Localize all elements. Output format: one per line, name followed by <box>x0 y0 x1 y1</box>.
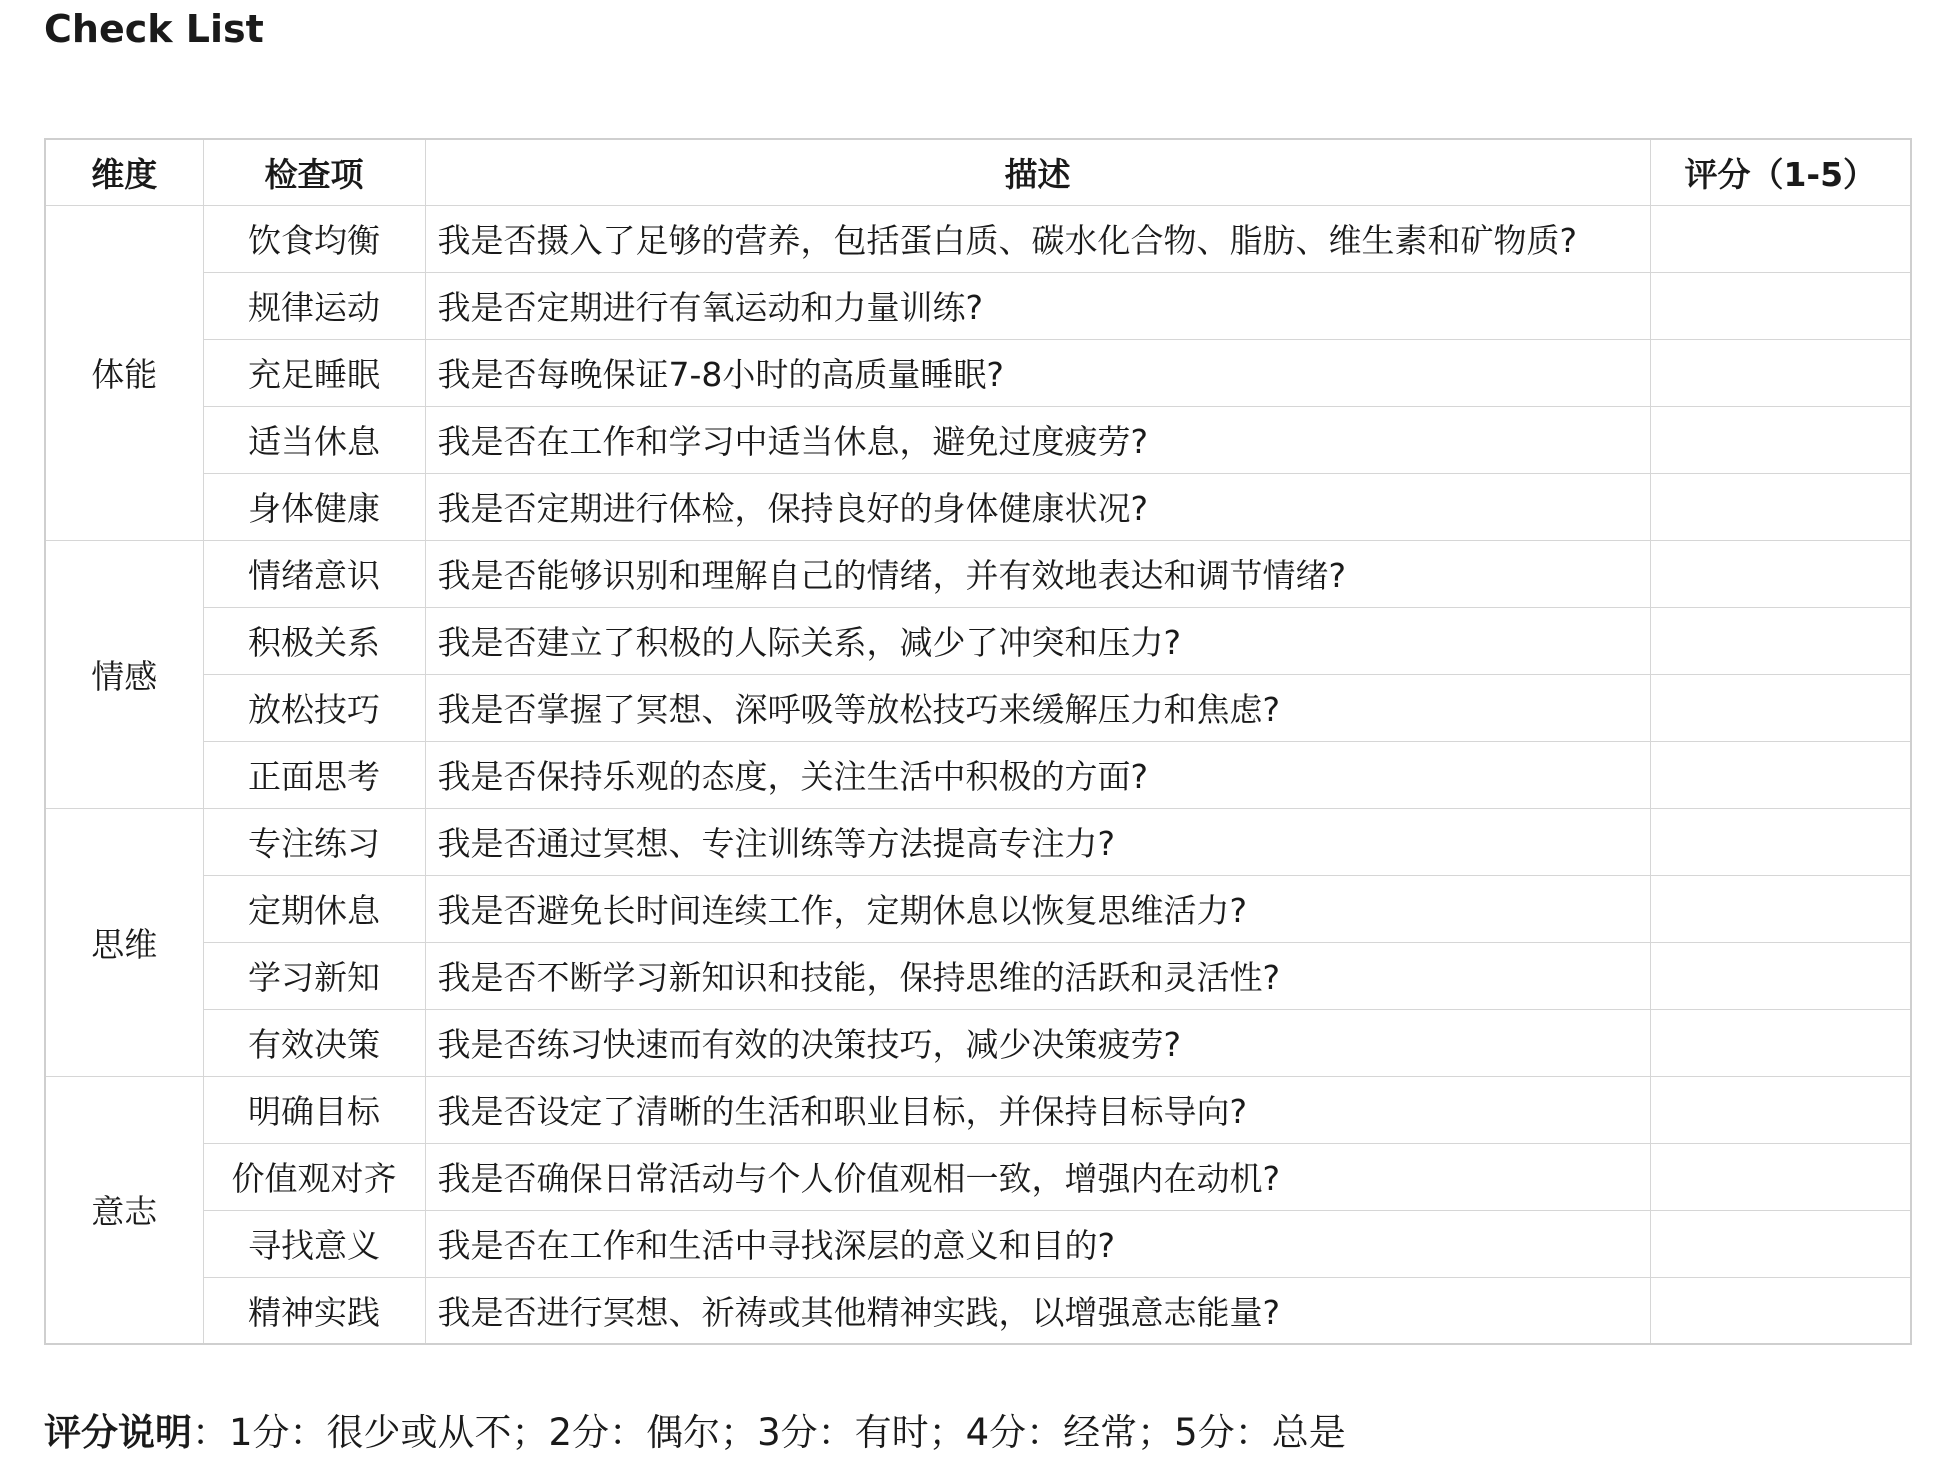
score-cell[interactable] <box>1650 1076 1911 1143</box>
description-cell: 我是否在工作和生活中寻找深层的意义和目的? <box>425 1210 1650 1277</box>
table-row <box>45 473 1911 540</box>
score-cell[interactable] <box>1650 473 1911 540</box>
score-cell[interactable] <box>1650 942 1911 1009</box>
scoring-note-label: 评分说明 <box>44 1411 192 1454</box>
description-cell: 我是否避免长时间连续工作，定期休息以恢复思维活力? <box>425 875 1650 942</box>
check-item-cell: 正面思考 <box>203 741 425 808</box>
header-dimension: 维度 <box>45 139 203 205</box>
description-cell: 我是否每晚保证7-8小时的高质量睡眠? <box>425 339 1650 406</box>
description-cell: 我是否建立了积极的人际关系，减少了冲突和压力? <box>425 607 1650 674</box>
table-row <box>45 272 1911 339</box>
table-row <box>45 1009 1911 1076</box>
score-cell[interactable] <box>1650 808 1911 875</box>
check-item-cell: 放松技巧 <box>203 674 425 741</box>
check-item-cell: 寻找意义 <box>203 1210 425 1277</box>
score-cell[interactable] <box>1650 205 1911 272</box>
score-cell[interactable] <box>1650 272 1911 339</box>
score-cell[interactable] <box>1650 875 1911 942</box>
check-item-cell: 充足睡眠 <box>203 339 425 406</box>
score-cell[interactable] <box>1650 674 1911 741</box>
score-cell[interactable] <box>1650 607 1911 674</box>
table-row <box>45 540 1911 607</box>
score-cell[interactable] <box>1650 406 1911 473</box>
check-item-cell: 定期休息 <box>203 875 425 942</box>
header-check-item: 检查项 <box>203 139 425 205</box>
table-row <box>45 674 1911 741</box>
table-row <box>45 205 1911 272</box>
description-cell: 我是否通过冥想、专注训练等方法提高专注力? <box>425 808 1650 875</box>
check-item-cell: 饮食均衡 <box>203 205 425 272</box>
description-cell: 我是否摄入了足够的营养，包括蛋白质、碳水化合物、脂肪、维生素和矿物质? <box>425 205 1650 272</box>
table-row <box>45 875 1911 942</box>
score-cell[interactable] <box>1650 540 1911 607</box>
table-row <box>45 339 1911 406</box>
check-item-cell: 学习新知 <box>203 942 425 1009</box>
check-item-cell: 明确目标 <box>203 1076 425 1143</box>
description-cell: 我是否确保日常活动与个人价值观相一致，增强内在动机? <box>425 1143 1650 1210</box>
check-item-cell: 价值观对齐 <box>203 1143 425 1210</box>
checklist-table <box>44 138 1912 1345</box>
dimension-cell: 思维 <box>45 808 203 1076</box>
check-item-cell: 适当休息 <box>203 406 425 473</box>
table-header-row <box>45 139 1911 205</box>
table-row <box>45 607 1911 674</box>
header-score: 评分（1-5） <box>1650 139 1911 205</box>
check-item-cell: 专注练习 <box>203 808 425 875</box>
description-cell: 我是否掌握了冥想、深呼吸等放松技巧来缓解压力和焦虑? <box>425 674 1650 741</box>
table-row <box>45 741 1911 808</box>
description-cell: 我是否练习快速而有效的决策技巧，减少决策疲劳? <box>425 1009 1650 1076</box>
check-item-cell: 身体健康 <box>203 473 425 540</box>
description-cell: 我是否不断学习新知识和技能，保持思维的活跃和灵活性? <box>425 942 1650 1009</box>
description-cell: 我是否设定了清晰的生活和职业目标，并保持目标导向? <box>425 1076 1650 1143</box>
check-item-cell: 积极关系 <box>203 607 425 674</box>
check-item-cell: 规律运动 <box>203 272 425 339</box>
table-row <box>45 942 1911 1009</box>
table-row <box>45 1277 1911 1344</box>
table-row <box>45 1210 1911 1277</box>
description-cell: 我是否进行冥想、祈祷或其他精神实践，以增强意志能量? <box>425 1277 1650 1344</box>
score-cell[interactable] <box>1650 339 1911 406</box>
check-item-cell: 精神实践 <box>203 1277 425 1344</box>
description-cell: 我是否定期进行体检，保持良好的身体健康状况? <box>425 473 1650 540</box>
score-cell[interactable] <box>1650 1009 1911 1076</box>
description-cell: 我是否定期进行有氧运动和力量训练? <box>425 272 1650 339</box>
scoring-note <box>44 1410 1346 1456</box>
table-row <box>45 406 1911 473</box>
table-row <box>45 1076 1911 1143</box>
table-body <box>45 205 1911 1344</box>
score-cell[interactable] <box>1650 741 1911 808</box>
scoring-note-text: ：1分：很少或从不；2分：偶尔；3分：有时；4分：经常；5分：总是 <box>192 1411 1346 1454</box>
table-row <box>45 808 1911 875</box>
description-cell: 我是否保持乐观的态度，关注生活中积极的方面? <box>425 741 1650 808</box>
page-title: Check List <box>44 7 264 51</box>
check-item-cell: 有效决策 <box>203 1009 425 1076</box>
score-cell[interactable] <box>1650 1210 1911 1277</box>
description-cell: 我是否能够识别和理解自己的情绪，并有效地表达和调节情绪? <box>425 540 1650 607</box>
header-description: 描述 <box>425 139 1650 205</box>
check-item-cell: 情绪意识 <box>203 540 425 607</box>
table-row <box>45 1143 1911 1210</box>
score-cell[interactable] <box>1650 1143 1911 1210</box>
score-cell[interactable] <box>1650 1277 1911 1344</box>
dimension-cell: 情感 <box>45 540 203 808</box>
dimension-cell: 体能 <box>45 205 203 540</box>
description-cell: 我是否在工作和学习中适当休息，避免过度疲劳? <box>425 406 1650 473</box>
dimension-cell: 意志 <box>45 1076 203 1344</box>
